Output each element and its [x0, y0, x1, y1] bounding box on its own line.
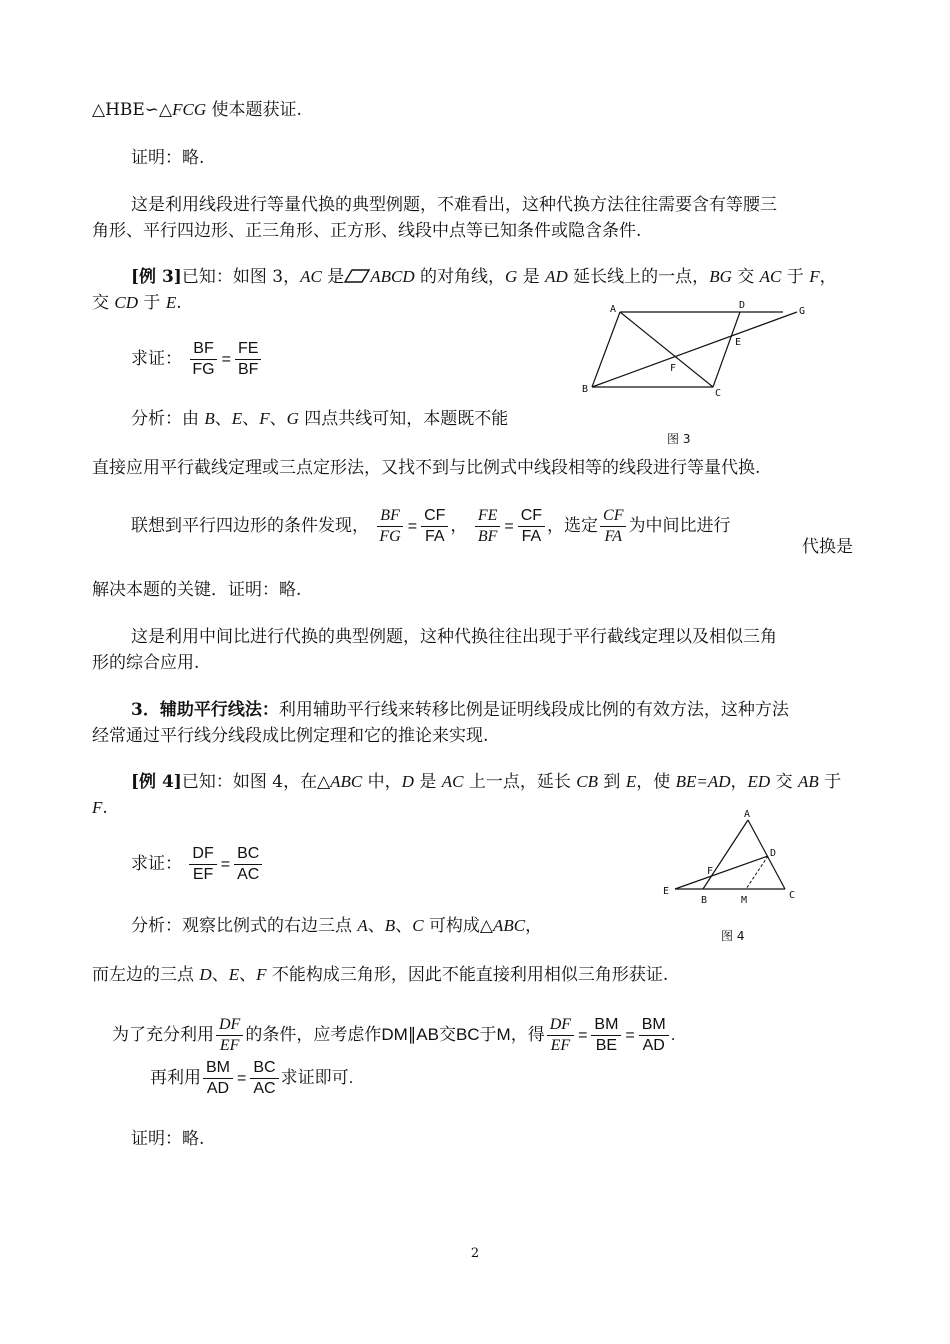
text-run: F	[256, 965, 267, 984]
fraction	[639, 1015, 669, 1056]
figure-caption: 图 4	[721, 929, 745, 943]
text-run: CF	[600, 506, 626, 527]
figure-4	[655, 806, 805, 946]
text-run: AC	[759, 267, 782, 286]
text-run: AB	[798, 772, 819, 791]
text-run: BF	[237, 361, 259, 378]
text-run: ED	[747, 772, 771, 791]
text-run: AC	[253, 1080, 276, 1097]
equals-sign: =	[578, 1026, 588, 1044]
text-run: B	[384, 916, 396, 935]
equals-sign: =	[237, 1069, 247, 1087]
label-E: E	[735, 337, 742, 348]
equals-sign: =	[504, 517, 514, 535]
example-4-line2	[92, 795, 108, 821]
text-run: 求证即可.	[280, 1068, 354, 1087]
text-line	[92, 97, 302, 123]
paragraph-line: 角形、平行四边形、正三角形、正方形、线段中点等已知条件或隐含条件.	[92, 221, 642, 241]
text-run: 、	[269, 409, 287, 429]
text-run: ，选定	[547, 516, 599, 535]
text-run: E	[625, 772, 637, 791]
text-run: DF	[216, 1015, 243, 1036]
text-run: FE	[475, 506, 501, 527]
text-run: BC	[234, 844, 262, 865]
text-run: BG	[709, 267, 732, 286]
text-run: BE=AD	[675, 772, 731, 791]
text-run: 、	[242, 409, 260, 429]
equals-sign: =	[407, 517, 418, 535]
analysis-3	[131, 406, 508, 432]
hint-4-line2	[150, 1053, 353, 1104]
label-E: E	[663, 886, 670, 897]
text-run: C	[412, 916, 424, 935]
figure-caption: 图 3	[667, 432, 691, 446]
fraction	[216, 1015, 243, 1056]
text-run: 联想到平行四边形的条件发现，	[131, 516, 369, 535]
text-run: B	[204, 409, 215, 428]
text-run: BF	[190, 339, 216, 360]
text-run: E	[231, 409, 243, 428]
paragraph-line: 这是利用线段进行等量代换的典型例题，不难看出，这种代换方法往往需要含有等腰三	[131, 195, 777, 215]
label-C: C	[789, 890, 796, 901]
text-run: AD	[206, 1080, 230, 1097]
text-run: FG	[379, 528, 401, 545]
paragraph-line: 形的综合应用.	[92, 653, 200, 673]
text-run: BF	[477, 528, 498, 545]
text-run: 的条件，应考虑作DM∥AB交BC于M，得	[245, 1025, 545, 1044]
text-run: ABC	[493, 916, 526, 935]
text-run: 、	[214, 409, 232, 429]
paragraph-line: 解决本题的关键．证明：略.	[92, 580, 302, 600]
paragraph-line: 直接应用平行截线定理或三点定形法，又找不到与比例式中线段相等的线段进行等量代换.	[92, 458, 761, 478]
text-run: ，	[525, 916, 543, 936]
fraction	[518, 506, 545, 547]
text-run: 、	[239, 965, 257, 985]
text-run: 交	[92, 293, 115, 313]
text-run: CB	[576, 772, 599, 791]
text-run: 到	[598, 772, 626, 792]
text-run: 可构成△	[423, 916, 494, 936]
text-run: D	[401, 772, 414, 791]
text-run: FA	[521, 528, 542, 545]
text-run: 中，	[362, 772, 402, 792]
label-B: B	[582, 384, 589, 395]
text-run: 延长线上的一点，	[567, 267, 710, 287]
text-run: .	[102, 798, 108, 818]
text-run: 分析：由	[131, 409, 205, 429]
text-run: 求证：	[131, 854, 182, 873]
text-run: F	[92, 798, 103, 817]
text-run: A	[357, 916, 368, 935]
text-run: DF	[189, 844, 216, 865]
text-run: 是	[321, 267, 345, 287]
text-run: BC	[250, 1058, 278, 1079]
text-run: BF	[377, 506, 403, 527]
label-M: M	[741, 895, 748, 906]
fraction	[475, 506, 501, 547]
text-run: 是	[517, 267, 546, 287]
text-run: 的对角线，	[414, 267, 506, 287]
text-run: 于	[818, 772, 842, 792]
fraction	[547, 1015, 574, 1056]
text-run: 、	[395, 916, 413, 936]
text-run: AC	[300, 267, 322, 286]
text-run: ，使	[636, 772, 676, 792]
text-run: 于	[138, 293, 166, 313]
text-run: CF	[518, 506, 545, 527]
paragraph-line: 这是利用中间比进行代换的典型例题，这种代换往往出现于平行截线定理以及相似三角	[131, 627, 777, 647]
text-run: ABCD	[370, 267, 415, 286]
text-run: FA	[424, 528, 445, 545]
fraction	[189, 339, 217, 380]
text-run: G	[286, 409, 299, 428]
fraction	[591, 1015, 621, 1056]
proof-line: 证明：略.	[131, 1129, 205, 1149]
text-run: FA	[604, 528, 622, 545]
fraction	[376, 506, 403, 547]
section-title: 3．辅助平行线法：	[131, 700, 279, 720]
example-tag: [例 4]	[131, 772, 182, 792]
label-B: B	[701, 895, 708, 906]
text-run: FCG	[172, 100, 207, 119]
label-G: G	[799, 306, 806, 317]
text-run: 是	[413, 772, 442, 792]
paragraph-line: 经常通过平行线分线段成比例定理和它的推论来实现.	[92, 726, 489, 746]
label-F: F	[707, 866, 714, 877]
prove-4	[131, 842, 264, 887]
label-D: D	[739, 300, 746, 311]
text-run: 再利用	[150, 1068, 201, 1087]
association-3-tail: 代换是	[802, 537, 853, 557]
fraction	[189, 844, 216, 885]
text-run: ，	[450, 516, 468, 535]
text-run: AD	[642, 1037, 665, 1054]
fraction	[250, 1058, 278, 1099]
label-A: A	[610, 304, 617, 315]
paragraph-line	[92, 962, 668, 988]
text-run: =	[221, 350, 231, 368]
text-run: 、	[211, 965, 229, 985]
text-run: .	[176, 293, 182, 313]
example-tag: [例 3]	[131, 267, 182, 287]
text-run: 求证：	[131, 349, 182, 368]
text-run: AC	[237, 866, 260, 883]
text-run: CF	[421, 506, 448, 527]
fraction	[234, 844, 262, 885]
text-run: 四点共线可知，本题既不能	[298, 409, 509, 429]
text-run: ，	[819, 267, 837, 287]
text-run: EF	[550, 1037, 571, 1054]
example-4-line	[131, 769, 841, 795]
text-run: 上一点，延长	[463, 772, 577, 792]
text-run: D	[199, 965, 212, 984]
text-run: E	[228, 965, 240, 984]
example-3-line	[131, 264, 837, 290]
prove-3	[131, 337, 263, 382]
text-run: BM	[203, 1058, 233, 1079]
text-run: =	[220, 855, 231, 873]
parallelogram-icon	[344, 269, 370, 283]
text-run: 、	[367, 916, 385, 936]
text-run: .	[670, 1025, 676, 1044]
text-run: △HBE∽△	[92, 100, 173, 120]
text-run: AC	[441, 772, 464, 791]
text-run: 使本题获证.	[206, 100, 302, 120]
text-run: 于	[781, 267, 810, 287]
text-run: 不能构成三角形，因此不能直接利用相似三角形获证.	[266, 965, 669, 985]
fraction	[600, 506, 626, 547]
label-D: D	[770, 848, 777, 859]
fraction	[235, 339, 261, 380]
fraction	[421, 506, 448, 547]
text-run: F	[259, 409, 270, 428]
text-run: ABC	[330, 772, 363, 791]
text-run: G	[505, 267, 518, 286]
text-run: 利用辅助平行线来转移比例是证明线段成比例的有效方法，这种方法	[278, 700, 789, 720]
text-run: 分析：观察比例式的右边三点	[131, 916, 358, 936]
text-run: BM	[639, 1015, 669, 1036]
fraction	[203, 1058, 233, 1099]
text-run: EF	[219, 1037, 240, 1054]
text-run: 为了充分利用	[112, 1025, 214, 1044]
text-run: DF	[547, 1015, 574, 1036]
label-C: C	[715, 388, 722, 399]
label-F: F	[670, 363, 677, 374]
equals-sign: =	[625, 1026, 635, 1044]
text-run: ，	[730, 772, 748, 792]
text-run: E	[165, 293, 177, 312]
label-A: A	[744, 809, 751, 820]
text-run: 交	[770, 772, 799, 792]
text-run: FG	[192, 361, 215, 378]
example-3-line2	[92, 290, 182, 316]
text-run: 交	[731, 267, 760, 287]
figure-3	[582, 297, 806, 447]
text-run: BM	[591, 1015, 621, 1036]
text-run: FE	[235, 339, 261, 360]
page-number: 2	[470, 1246, 480, 1261]
text-run: EF	[192, 866, 214, 883]
text-run: F	[809, 267, 820, 286]
text-run: 为中间比进行	[628, 516, 731, 535]
analysis-4	[131, 913, 542, 939]
association-3	[131, 502, 730, 551]
text-run: CD	[114, 293, 139, 312]
text-run: 已知：如图 4，在△	[181, 772, 331, 792]
section-3-line	[131, 697, 789, 723]
text-run: 已知：如图 3，	[181, 267, 301, 287]
proof-line: 证明：略.	[131, 148, 205, 168]
text-run: BE	[595, 1037, 618, 1054]
text-run: AD	[545, 267, 568, 286]
text-run: 而左边的三点	[92, 965, 200, 985]
